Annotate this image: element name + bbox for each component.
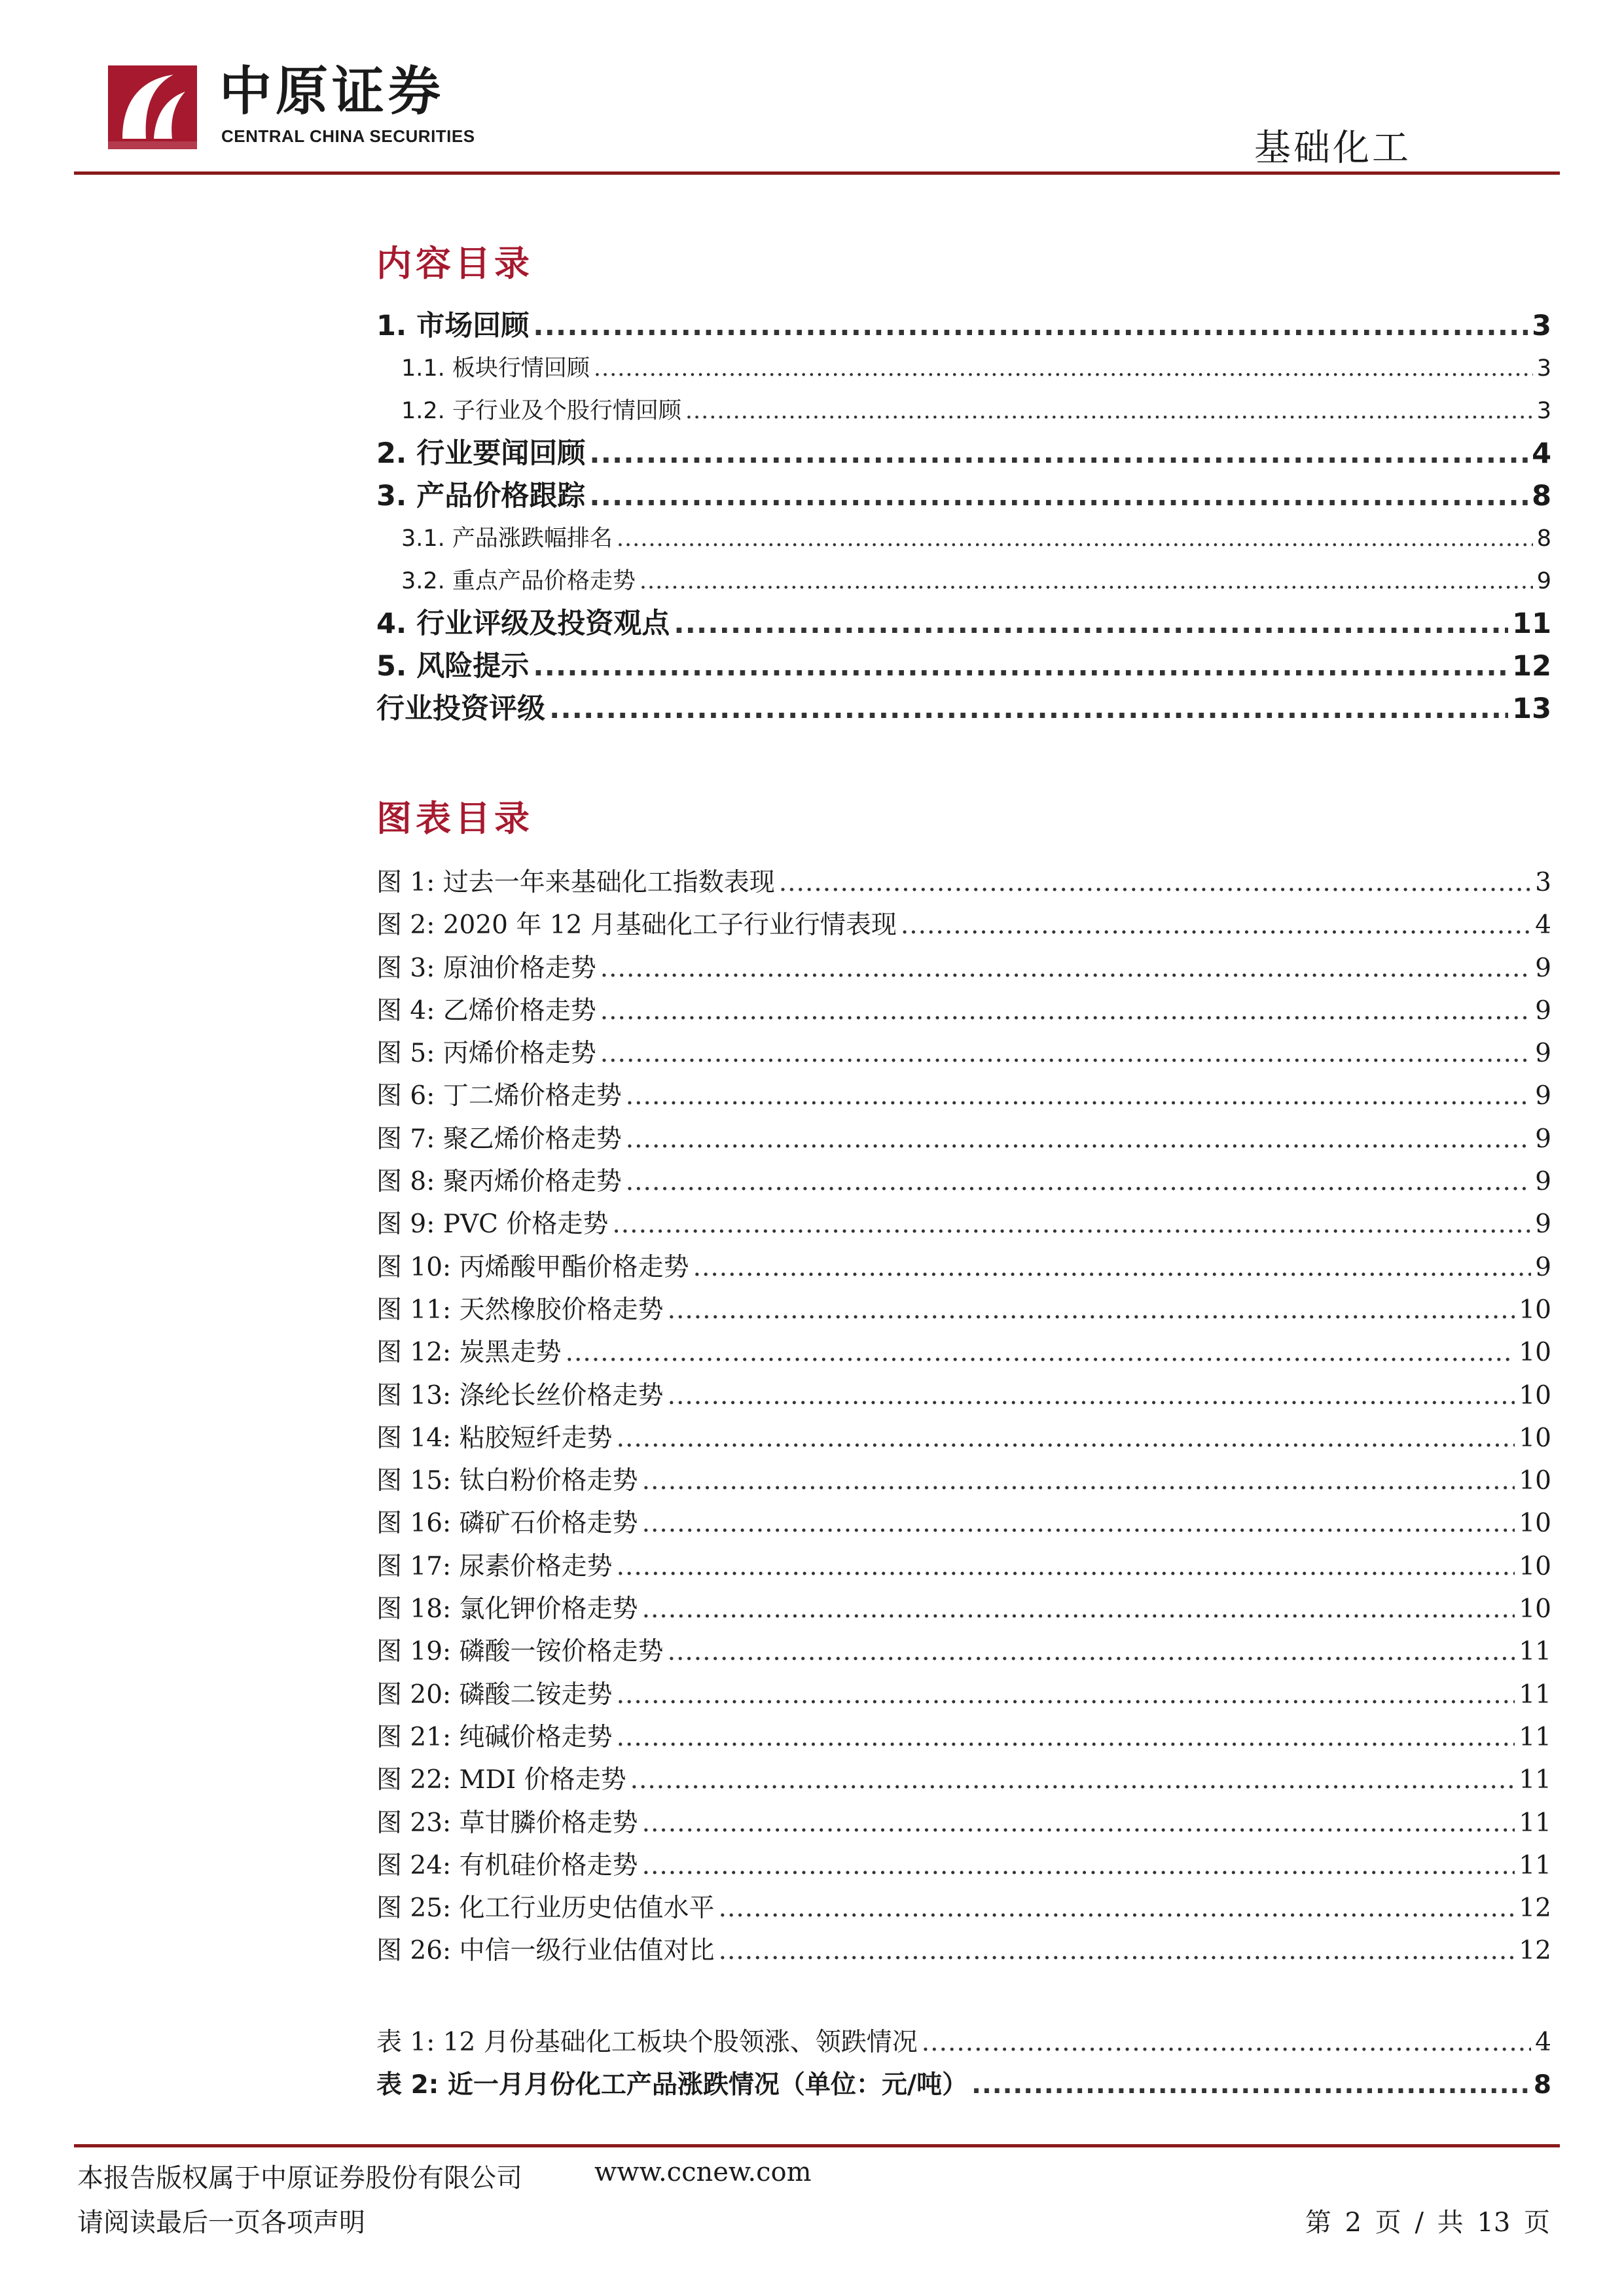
figure-entry-page: 10: [1519, 1295, 1551, 1325]
figure-entry[interactable]: [376, 1759, 1551, 1801]
figure-entry[interactable]: [376, 1374, 1551, 1417]
dot-leader: [922, 2021, 1531, 2064]
figure-entry-page: 10: [1519, 1423, 1551, 1453]
figure-entry-label: 图 26: 中信一级行业估值对比: [376, 1936, 715, 1966]
contents-entry-label: 5. 风险提示: [376, 650, 530, 683]
figure-entry-page: 9: [1535, 1252, 1551, 1282]
contents-entry-page: 3: [1532, 310, 1551, 342]
contents-entry-label: 3. 产品价格跟踪: [376, 480, 586, 512]
dot-leader: [533, 645, 1508, 688]
figure-entry-page: 9: [1535, 996, 1551, 1026]
contents-entry-label: 1.1. 板块行情回顾: [401, 355, 590, 382]
dot-leader: [626, 1075, 1531, 1117]
figure-entry[interactable]: [376, 1289, 1551, 1331]
brand-name-cn: 中原证券: [219, 61, 444, 122]
contents-entry[interactable]: [376, 603, 1551, 645]
figure-entry-page: 11: [1519, 1850, 1551, 1880]
figure-entry[interactable]: [376, 1545, 1551, 1588]
figure-entry-label: 图 25: 化工行业历史估值水平: [376, 1893, 715, 1924]
figure-entry[interactable]: [376, 1417, 1551, 1460]
contents-entry-label: 3.1. 产品涨跌幅排名: [401, 526, 613, 552]
contents-entry-page: 13: [1512, 692, 1551, 725]
footer-url-link[interactable]: www.ccnew.com: [594, 2157, 812, 2187]
figure-entry[interactable]: [376, 990, 1551, 1032]
figure-entry-label: 图 3: 原油价格走势: [376, 953, 596, 983]
dot-leader: [617, 1674, 1515, 1716]
contents-list: [376, 305, 1551, 730]
figure-entry-label: 图 19: 磷酸一铵价格走势: [376, 1637, 664, 1667]
figure-entry[interactable]: [376, 1929, 1551, 1972]
tables-list: [376, 2021, 1551, 2106]
header-divider: [74, 171, 1560, 175]
page-number: 第 2 页 / 共 13 页: [1305, 2208, 1550, 2238]
figure-entry-page: 9: [1535, 953, 1551, 983]
figure-entry-page: 3: [1535, 868, 1551, 897]
figure-entry-page: 12: [1519, 1893, 1551, 1924]
dot-leader: [642, 1502, 1515, 1545]
dot-leader: [617, 518, 1533, 560]
table-entry-page: 8: [1533, 2070, 1551, 2100]
figure-entry[interactable]: [376, 1032, 1551, 1075]
figure-entry-page: 9: [1535, 1039, 1551, 1069]
figure-entry-page: 11: [1519, 1765, 1551, 1795]
table-entry-page: 4: [1535, 2028, 1551, 2057]
dot-leader: [719, 1929, 1515, 1972]
contents-entry-page: 3: [1536, 398, 1551, 424]
figure-entry-label: 图 18: 氯化钾价格走势: [376, 1594, 638, 1624]
contents-entry-page: 8: [1536, 526, 1551, 552]
dot-leader: [642, 1844, 1515, 1887]
dot-leader: [901, 904, 1531, 946]
figure-entry[interactable]: [376, 1160, 1551, 1203]
figure-entry-label: 图 5: 丙烯价格走势: [376, 1039, 596, 1069]
dot-leader: [630, 1759, 1515, 1801]
dot-leader: [626, 1160, 1531, 1203]
figure-entry-label: 图 11: 天然橡胶价格走势: [376, 1295, 664, 1325]
contents-entry-page: 4: [1532, 437, 1551, 470]
figure-entry-label: 图 14: 粘胶短纤走势: [376, 1423, 613, 1453]
brand-name-en: CENTRAL CHINA SECURITIES: [221, 126, 475, 146]
dot-leader: [626, 1118, 1531, 1160]
contents-entry-label: 4. 行业评级及投资观点: [376, 607, 670, 640]
figure-entry-page: 10: [1519, 1594, 1551, 1624]
footer-copyright: 本报告版权属于中原证券股份有限公司: [77, 2163, 522, 2193]
figure-entry-page: 10: [1519, 1466, 1551, 1496]
dot-leader: [642, 1802, 1515, 1844]
contents-entry-page: 11: [1512, 607, 1551, 640]
figure-entry[interactable]: [376, 1844, 1551, 1887]
figure-entry-label: 图 8: 聚丙烯价格走势: [376, 1167, 622, 1197]
dot-leader: [566, 1331, 1515, 1374]
figure-entry-label: 图 6: 丁二烯价格走势: [376, 1081, 622, 1111]
dot-leader: [617, 1417, 1515, 1460]
report-category: 基础化工: [1254, 127, 1411, 170]
figure-entry[interactable]: [376, 1331, 1551, 1374]
footer-divider: [74, 2144, 1560, 2147]
figures-list: [376, 861, 1551, 1973]
figure-entry-page: 11: [1519, 1722, 1551, 1752]
figure-entry-label: 图 23: 草甘膦价格走势: [376, 1808, 638, 1838]
figure-entry-label: 图 15: 钛白粉价格走势: [376, 1466, 638, 1496]
contents-entry-page: 12: [1512, 650, 1551, 683]
figure-entry-page: 11: [1519, 1679, 1551, 1710]
dot-leader: [971, 2064, 1530, 2106]
dot-leader: [668, 1630, 1515, 1673]
dot-leader: [640, 560, 1533, 603]
figure-entry[interactable]: [376, 1460, 1551, 1502]
contents-entry-label: 3.2. 重点产品价格走势: [401, 568, 636, 594]
contents-entry[interactable]: [376, 518, 1551, 560]
figure-entry-label: 图 10: 丙烯酸甲酯价格走势: [376, 1252, 689, 1282]
figure-entry[interactable]: [376, 1246, 1551, 1289]
figure-entry-label: 图 12: 炭黑走势: [376, 1338, 562, 1368]
dot-leader: [617, 1716, 1515, 1759]
figure-entry-label: 图 20: 磷酸二铵走势: [376, 1679, 613, 1710]
dot-leader: [589, 433, 1528, 475]
figure-entry[interactable]: [376, 861, 1551, 904]
figure-entry-label: 图 1: 过去一年来基础化工指数表现: [376, 868, 775, 897]
contents-entry-label: 1.2. 子行业及个股行情回顾: [401, 398, 681, 424]
figure-entry-page: 10: [1519, 1380, 1551, 1410]
figure-entry[interactable]: [376, 1502, 1551, 1545]
dot-leader: [589, 475, 1528, 518]
figure-entry[interactable]: [376, 1630, 1551, 1673]
contents-entry-label: 1. 市场回顾: [376, 310, 530, 342]
dot-leader: [549, 688, 1508, 730]
figure-entry-page: 10: [1519, 1338, 1551, 1368]
contents-entry-label: 2. 行业要闻回顾: [376, 437, 586, 470]
figure-entry-label: 图 17: 尿素价格走势: [376, 1551, 613, 1581]
figures-title: 图表目录: [376, 797, 533, 839]
figure-entry-label: 图 4: 乙烯价格走势: [376, 996, 596, 1026]
dot-leader: [533, 305, 1528, 348]
figure-entry-page: 10: [1519, 1551, 1551, 1581]
dot-leader: [600, 947, 1531, 990]
figure-entry-label: 图 21: 纯碱价格走势: [376, 1722, 613, 1752]
table-entry-label: 表 2: 近一月月份化工产品涨跌情况（单位：元/吨）: [376, 2070, 968, 2100]
contents-entry[interactable]: [376, 645, 1551, 688]
figure-entry-page: 9: [1535, 1167, 1551, 1197]
figure-entry-label: 图 9: PVC 价格走势: [376, 1210, 609, 1240]
figure-entry[interactable]: [376, 1118, 1551, 1160]
contents-entry-label: 行业投资评级: [376, 692, 545, 725]
contents-title: 内容目录: [376, 242, 533, 284]
contents-entry[interactable]: [376, 433, 1551, 475]
figure-entry-label: 图 7: 聚乙烯价格走势: [376, 1124, 622, 1154]
figure-entry-label: 图 13: 涤纶长丝价格走势: [376, 1380, 664, 1410]
figure-entry[interactable]: [376, 1802, 1551, 1844]
contents-entry[interactable]: [376, 348, 1551, 390]
dot-leader: [668, 1374, 1515, 1417]
figure-entry-page: 11: [1519, 1808, 1551, 1838]
figure-entry[interactable]: [376, 1203, 1551, 1246]
dot-leader: [594, 348, 1533, 390]
page-header: [0, 0, 1624, 177]
contents-entry[interactable]: [376, 560, 1551, 603]
dot-leader: [779, 861, 1531, 904]
dot-leader: [617, 1545, 1515, 1588]
dot-leader: [642, 1588, 1515, 1630]
company-logo-icon: [108, 65, 197, 149]
dot-leader: [668, 1289, 1515, 1331]
figure-entry-label: 图 24: 有机硅价格走势: [376, 1850, 638, 1880]
figure-entry[interactable]: [376, 1716, 1551, 1759]
figure-entry[interactable]: [376, 904, 1551, 946]
figure-entry-label: 图 2: 2020 年 12 月基础化工子行业行情表现: [376, 910, 897, 941]
figure-entry-page: 12: [1519, 1936, 1551, 1966]
table-entry[interactable]: [376, 2064, 1551, 2106]
figure-entry[interactable]: [376, 1674, 1551, 1716]
contents-entry-page: 8: [1532, 480, 1551, 512]
dot-leader: [685, 390, 1533, 433]
dot-leader: [600, 990, 1531, 1032]
dot-leader: [693, 1246, 1532, 1289]
contents-entry[interactable]: [376, 390, 1551, 433]
figure-entry-page: 11: [1519, 1637, 1551, 1667]
dot-leader: [642, 1460, 1515, 1502]
figure-entry[interactable]: [376, 1588, 1551, 1630]
contents-entry-page: 3: [1536, 355, 1551, 382]
dot-leader: [600, 1032, 1531, 1075]
figure-entry[interactable]: [376, 1075, 1551, 1117]
dot-leader: [674, 603, 1508, 645]
contents-entry[interactable]: [376, 475, 1551, 518]
contents-entry[interactable]: [376, 305, 1551, 348]
dot-leader: [719, 1887, 1515, 1929]
figure-entry[interactable]: [376, 947, 1551, 990]
figure-entry-page: 9: [1535, 1124, 1551, 1154]
dot-leader: [612, 1203, 1531, 1246]
table-entry[interactable]: [376, 2021, 1551, 2064]
contents-entry[interactable]: [376, 688, 1551, 730]
figure-entry[interactable]: [376, 1887, 1551, 1929]
table-entry-label: 表 1: 12 月份基础化工板块个股领涨、领跌情况: [376, 2028, 918, 2057]
figure-entry-page: 9: [1535, 1210, 1551, 1240]
footer-notice: 请阅读最后一页各项声明: [77, 2208, 365, 2238]
figure-entry-label: 图 22: MDI 价格走势: [376, 1765, 626, 1795]
figure-entry-page: 4: [1535, 910, 1551, 941]
figure-entry-page: 10: [1519, 1509, 1551, 1539]
figure-entry-page: 9: [1535, 1081, 1551, 1111]
figure-entry-label: 图 16: 磷矿石价格走势: [376, 1509, 638, 1539]
contents-entry-page: 9: [1536, 568, 1551, 594]
